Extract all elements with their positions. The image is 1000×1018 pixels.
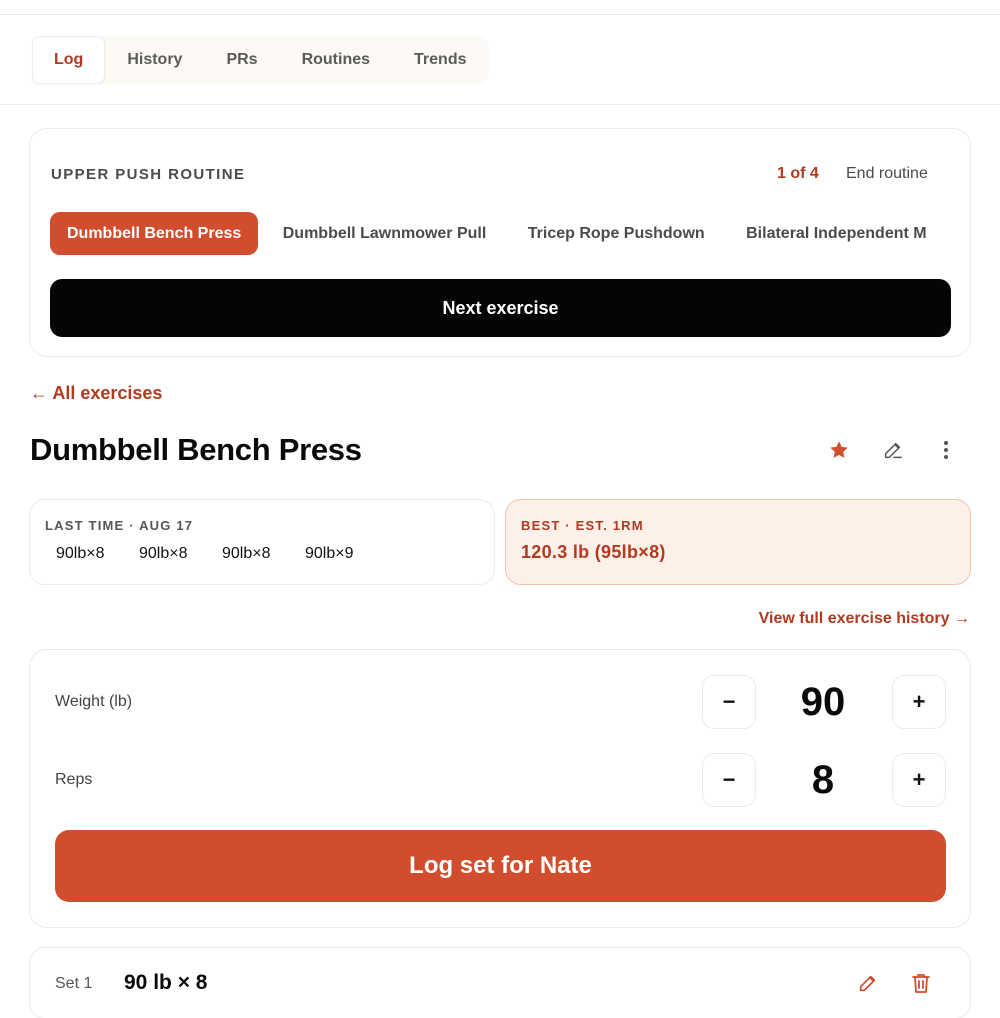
exercise-chip-dumbbell-bench-press[interactable]: Dumbbell Bench Press	[50, 212, 258, 255]
logged-set-row	[29, 947, 971, 1018]
pencil-icon[interactable]	[878, 435, 908, 465]
tab-routines[interactable]: Routines	[301, 51, 371, 68]
edit-set-pencil-icon[interactable]	[853, 968, 883, 998]
tab-log[interactable]: Log	[32, 36, 105, 84]
best-label: BEST · EST. 1RM	[521, 518, 644, 533]
log-set-button[interactable]: Log set for Nate	[55, 830, 946, 902]
exercise-title: Dumbbell Bench Press	[30, 432, 362, 467]
delete-set-trash-icon[interactable]	[906, 968, 936, 998]
weight-value[interactable]: 90	[800, 680, 846, 724]
last-time-card	[29, 499, 495, 585]
reps-label: Reps	[55, 771, 93, 788]
tab-prs[interactable]: PRs	[226, 51, 258, 68]
tab-trends[interactable]: Trends	[414, 51, 467, 68]
last-set-4: 90lb×9	[305, 545, 354, 562]
tabs	[32, 36, 489, 84]
last-time-sets	[46, 545, 378, 563]
tab-history[interactable]: History	[127, 51, 183, 68]
weight-increment-button[interactable]: +	[892, 675, 946, 729]
weight-decrement-button[interactable]: −	[702, 675, 756, 729]
reps-decrement-button[interactable]: −	[702, 753, 756, 807]
routine-exercise-chips	[50, 212, 951, 256]
routine-progress: 1 of 4	[777, 165, 819, 182]
set-entry-card	[29, 649, 971, 928]
exercise-chip-tricep-rope-pushdown[interactable]: Tricep Rope Pushdown	[527, 225, 705, 242]
routine-title: UPPER PUSH ROUTINE	[51, 166, 246, 183]
star-icon[interactable]	[824, 435, 854, 465]
end-routine-button[interactable]: End routine	[846, 165, 928, 182]
best-card	[505, 499, 971, 585]
more-vertical-icon[interactable]	[931, 435, 961, 465]
tab-bar	[0, 15, 1000, 105]
set-number: Set 1	[55, 975, 93, 992]
routine-card	[29, 128, 971, 357]
last-set-2: 90lb×8	[139, 545, 188, 562]
exercise-chip-bilateral-independent[interactable]: Bilateral Independent M	[746, 225, 927, 242]
all-exercises-link[interactable]: ← All exercises	[30, 383, 163, 403]
best-value: 120.3 lb (95lb×8)	[521, 542, 666, 562]
view-history-link[interactable]: View full exercise history →	[758, 610, 970, 627]
last-time-label: LAST TIME · AUG 17	[45, 518, 194, 533]
weight-label: Weight (lb)	[55, 693, 133, 710]
last-set-1: 90lb×8	[56, 545, 105, 562]
next-exercise-button[interactable]: Next exercise	[50, 279, 951, 337]
reps-value[interactable]: 8	[811, 758, 835, 802]
set-value: 90 lb × 8	[124, 971, 208, 994]
exercise-chip-dumbbell-lawnmower-pull[interactable]: Dumbbell Lawnmower Pull	[282, 225, 487, 242]
reps-increment-button[interactable]: +	[892, 753, 946, 807]
last-set-3: 90lb×8	[222, 545, 271, 562]
